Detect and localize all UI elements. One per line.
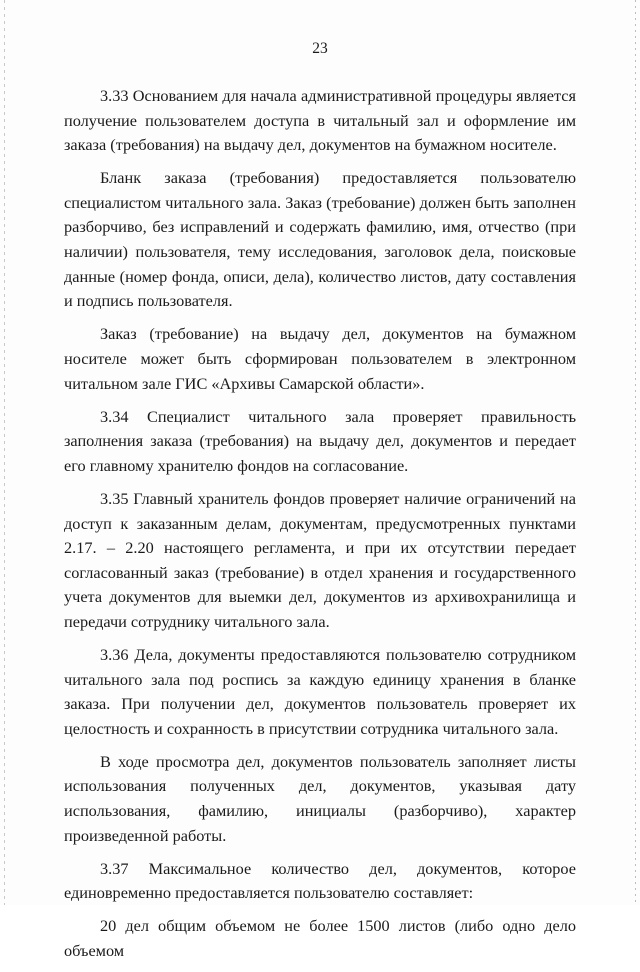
paragraph-order-form: Бланк заказа (требования) предоставляется пользователю специалистом читального зала. Заказ (требование) должен быть заполнен разборчиво, без исправлений и содержать фамилию, имя, отчество (при наличии) пользователя, тему исследования, заголовок дела, поисковые данные (номер фонда, описи, дела), количество листов, дату составления и подпись пользователя. (64, 168, 576, 311)
paragraph-electronic-order: Заказ (требование) на выдачу дел, документов на бумажном носителе может быть сформирован пользователем в электронном читальном зале ГИС «Архивы Самарской области». (64, 324, 576, 393)
paragraph-3-37: 3.37 Максимальное количество дел, документов, которое единовременно предоставляется пользователю составляет: (64, 858, 576, 903)
document-body (64, 84, 576, 972)
page-number: 23 (312, 40, 328, 57)
paragraph-usage-sheets: В ходе просмотра дел, документов пользователь заполняет листы использования полученных дел, документов, указывая дату использования, фамилию, инициалы (разборчиво), характер произведенной работы. (64, 751, 576, 845)
scan-edge-left (4, 0, 5, 905)
paragraph-3-34: 3.34 Специалист читального зала проверяет правильность заполнения заказа (требования) на выдачу дел, документов и передает его главному хранителю фондов на согласование. (64, 406, 576, 475)
paragraph-3-36: 3.36 Дела, документы предоставляются пользователю сотрудником читального зала под роспись за каждую единицу хранения в бланке заказа. При получении дел, документов пользователь проверяет их целостность и сохранность в присутствии сотрудника читального зала. (64, 644, 576, 738)
paragraph-limit: 20 дел общим объемом не более 1500 листов (либо одно дело объемом (64, 916, 576, 960)
paragraph-3-35: 3.35 Главный хранитель фондов проверяет наличие ограничений на доступ к заказанным делам, документам, предусмотренных пунктами 2.17. – 2.20 настоящего регламента, и при их отсутствии передает согласованный заказ (требование) в отдел хранения и государственного учета документов для выемки дел, документов из архивохранилища и передачи сотруднику читального зала. (64, 488, 576, 631)
scan-edge-right (635, 0, 636, 905)
paragraph-3-33: 3.33 Основанием для начала административной процедуры является получение пользователем доступа в читальный зал и оформление им заказа (требования) на выдачу дел, документов на бумажном носителе. (64, 86, 576, 155)
